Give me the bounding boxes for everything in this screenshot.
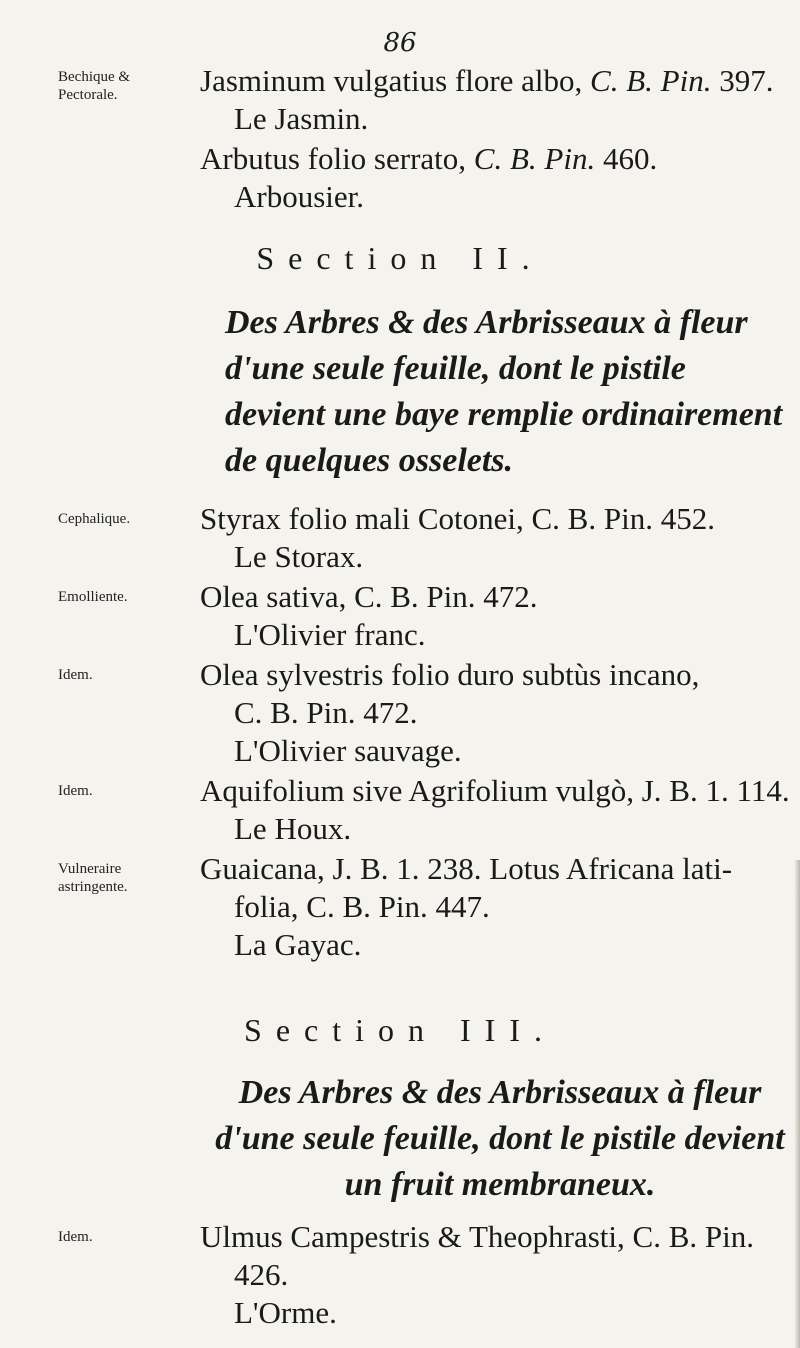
latin-name: Aquifolium sive Agrifolium vulgò, J. B. 1. 114.: [200, 773, 790, 808]
latin-name: Olea sativa, C. B. Pin. 472.: [200, 579, 538, 614]
latin-name: Ulmus Campestris & Theophrasti, C. B. Pin.: [200, 1219, 754, 1254]
french-name: Le Houx.: [234, 811, 352, 846]
entry-text: [200, 578, 790, 654]
entry-text: [200, 850, 790, 964]
section-2-heading: Des Arbres & des Arbrisseaux à fleur d'une seule feuille, dont le pistile devient une baye remplie ordinairement de quelques osselets.: [225, 304, 783, 479]
reference: C. B. Pin. 472.: [234, 695, 418, 730]
page-number: 86: [383, 28, 417, 58]
margin-note: Cephalique.: [58, 511, 131, 527]
entry-text: [200, 500, 790, 576]
reference: 426.: [234, 1257, 289, 1292]
page-edge-shadow: [794, 860, 800, 1348]
latin-name: Arbutus folio serrato,: [200, 141, 474, 176]
entry-text: [200, 1218, 790, 1332]
french-name: Le Storax.: [234, 539, 364, 574]
margin-note: Emolliente.: [58, 589, 128, 605]
french-name: Le Jasmin.: [234, 101, 369, 136]
page-ref: 460.: [595, 141, 658, 176]
french-name: L'Olivier sauvage.: [234, 733, 462, 768]
margin-note: Vulneraire astringente.: [58, 861, 128, 895]
latin-name: Guaicana, J. B. 1. 238. Lotus Africana lati-: [200, 851, 733, 886]
section-3-title: Section III.: [244, 1012, 556, 1048]
section-2-title: Section II.: [256, 240, 544, 276]
margin-note: Idem.: [58, 667, 93, 683]
latin-name: Olea sylvestris folio duro subtùs incano,: [200, 657, 700, 692]
french-name: Arbousier.: [234, 179, 365, 214]
entry-text: [200, 772, 790, 848]
latin-name: Styrax folio mali Cotonei, C. B. Pin. 452.: [200, 501, 715, 536]
margin-note: Bechique & Pectorale.: [58, 69, 131, 103]
reference: C. B. Pin.: [590, 63, 712, 98]
reference: folia, C. B. Pin. 447.: [234, 889, 490, 924]
page-ref: 397.: [711, 63, 774, 98]
margin-note: Idem.: [58, 1229, 93, 1245]
french-name: La Gayac.: [234, 927, 362, 962]
margin-note: Idem.: [58, 783, 93, 799]
entry-text: [200, 140, 790, 216]
entry-text: [200, 656, 790, 770]
latin-name: Jasminum vulgatius flore albo,: [200, 63, 591, 98]
section-3-heading: Des Arbres & des Arbrisseaux à fleur d'une seule feuille, dont le pistile devient un fruit membraneux.: [215, 1074, 785, 1203]
french-name: L'Olivier franc.: [234, 617, 426, 652]
french-name: L'Orme.: [234, 1295, 337, 1330]
entry-text: [200, 62, 790, 138]
reference: C. B. Pin.: [473, 141, 596, 176]
